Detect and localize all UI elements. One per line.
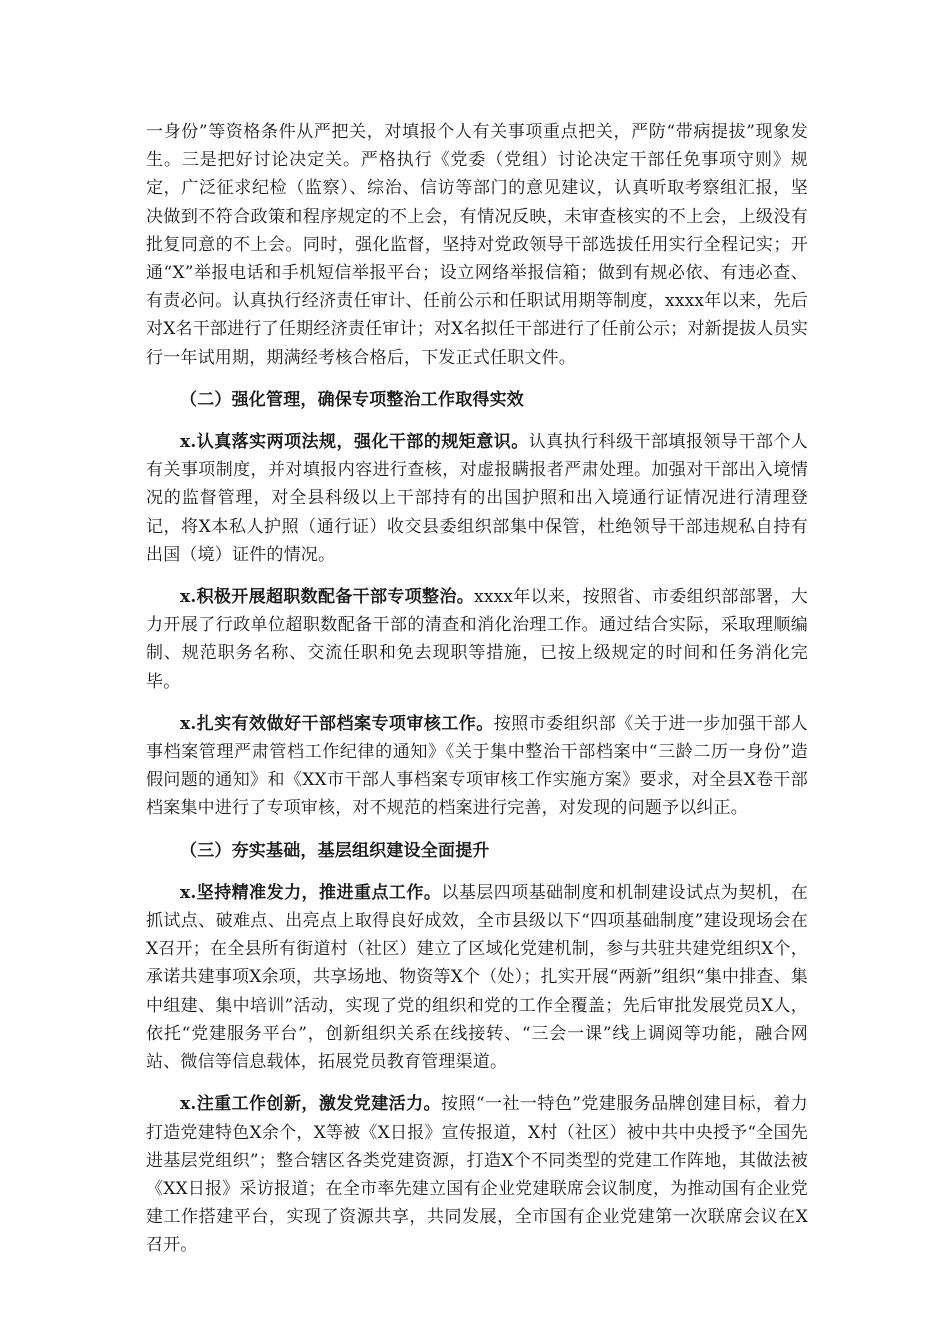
item-body: 按照“一社一特色”党建服务品牌创建目标，着力打造党建特色X余个，X等被《X日报》宣传报道，X村（社区）被中共中央授予“全国先进基层党组织”；整合辖区各类党建资源，打造X个不同类型的党建工作阵地，其做法被《XX日报》采访报道；在全市率先建立国有企业党建联席会议制度，为推动国有企业党建工作搭建平台，实现了资源共享，共同发展，全市国有企业党建第一次联席会议在X召开。 (146, 1094, 808, 1256)
item-title: x.坚持精准发力，推进重点工作。 (180, 882, 442, 903)
item-body: 按照市委组织部《关于进一步加强干部人事档案管理严肃管档工作纪律的通知》《关于集中整治干部档案中“三龄二历一身份”造假问题的通知》和《XX市干部人事档案专项审核工作实施方案》要求，对全县X卷干部档案集中进行了专项审核，对不规范的档案进行完善，对发现的问题予以纠正。 (146, 713, 808, 819)
item-title: x.认真落实两项法规，强化干部的规矩意识。 (180, 432, 529, 453)
item-paragraph-3 (146, 710, 808, 823)
item-body: 以基层四项基础制度和机制建设试点为契机，在抓试点、破难点、出亮点上取得良好成效，全市县级以下“四项基础制度”建设现场会在X召开；在全县所有街道村（社区）建立了区域化党建机制，参与共驻共建党组织X个，承诺共建事项X余项，共享场地、物资等X个（处）；扎实开展“两新”组织“集中排查、集中组建、集中培训”活动，实现了党的组织和党的工作全覆盖；先后审批发展党员X人，依托“党建服务平台”，创新组织关系在线接转、“三会一课”线上调阅等功能，融合网站、微信等信息载体，拓展党员教育管理渠道。 (146, 882, 808, 1073)
section-heading-3: （三）夯实基础，基层组织建设全面提升 (180, 840, 490, 861)
item-title: x.扎实有效做好干部档案专项审核工作。 (180, 713, 494, 734)
item-paragraph-2 (146, 583, 808, 696)
item-title: x.注重工作创新，激发党建活力。 (180, 1094, 441, 1115)
item-body: 认真执行科级干部填报领导干部个人有关事项制度，并对填报内容进行查核，对虚报瞒报者严肃处理。加强对干部出入境情况的监督管理，对全县科级以上干部持有的出国护照和出入境通行证情况进行清理登记，将X本私人护照（通行证）收交县委组织部集中保管，杜绝领导干部违规私自持有出国（境）证件的情况。 (146, 432, 808, 565)
item-body: xxxx年以来，按照省、市委组织部部署，大力开展了行政单位超职数配备干部的清查和消化治理工作。通过结合实际，采取理顺编制、规范职务名称、交流任职和免去现职等措施，已按上级规定的时间和任务消化完毕。 (146, 587, 808, 692)
item-paragraph-1 (146, 428, 808, 569)
item-title: x.积极开展超职数配备干部专项整治。 (180, 587, 475, 608)
section-heading-2: （二）强化管理，确保专项整治工作取得实效 (180, 389, 524, 410)
item-paragraph-5 (146, 1090, 808, 1259)
document-page (146, 118, 808, 1274)
item-paragraph-4 (146, 879, 808, 1076)
continuation-paragraph: 一身份”等资格条件从严把关，对填报个人有关事项重点把关，严防“带病提拔”现象发生。三是把好讨论决定关。严格执行《党委（党组）讨论决定干部任免事项守则》规定，广泛征求纪检（监察）、综治、信访等部门的意见建议，认真听取考察组汇报，坚决做到不符合政策和程序规定的不上会，有情况反映，未审查核实的不上会，上级没有批复同意的不上会。同时，强化监督，坚持对党政领导干部选拔任用实行全程记实；开通“X”举报电话和手机短信举报平台；设立网络举报信箱；做到有规必依、有违必查、有责必问。认真执行经济责任审计、任前公示和任职试用期等制度，xxxx年以来，先后对X名干部进行了任期经济责任审计；对X名拟任干部进行了任前公示；对新提拔人员实行一年试用期，期满经考核合格后，下发正式任职文件。 (146, 122, 808, 368)
